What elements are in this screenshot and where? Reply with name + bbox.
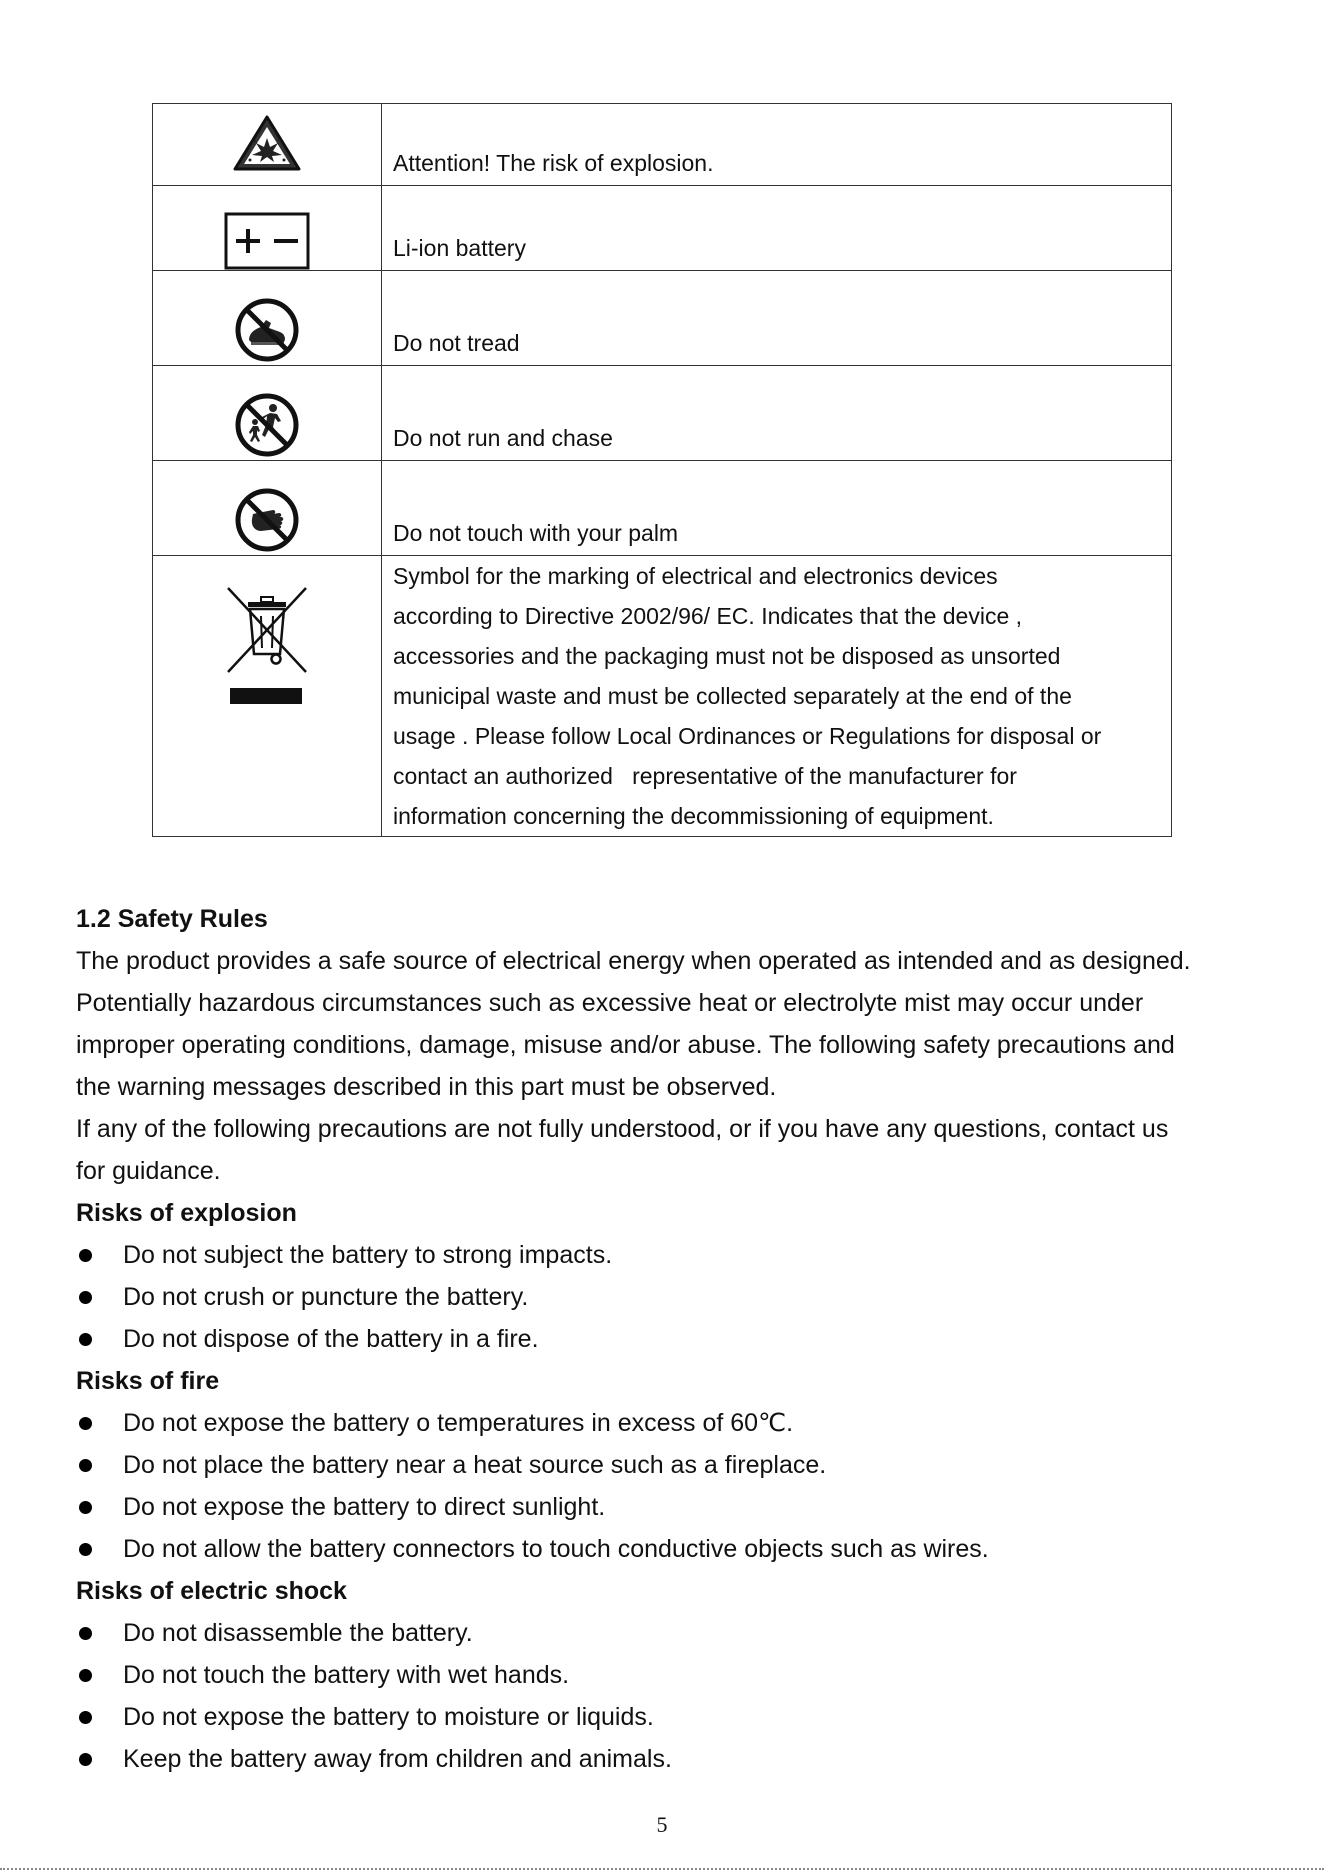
list-item-text: Do not expose the battery to direct sunlight. [123, 1493, 606, 1521]
list-item-text: Do not place the battery near a heat source such as a fireplace. [123, 1451, 827, 1479]
no-run-chase-icon [233, 391, 301, 459]
list-item-text: Do not crush or puncture the battery. [123, 1283, 529, 1311]
symbol-table [152, 103, 1172, 837]
weee-description-line: contact an authorized representative of the manufacturer for [393, 763, 1017, 789]
bullet-icon [79, 1417, 92, 1430]
page-number: 5 [656, 1812, 668, 1837]
intro-line: the warning messages described in this part must be observed. [76, 1073, 777, 1101]
no-tread-icon [233, 296, 301, 364]
weee-description-line: usage . Please follow Local Ordinances or Regulations for disposal or [393, 723, 1102, 749]
weee-description-line: accessories and the packaging must not be disposed as unsorted [393, 643, 1061, 669]
list-item [76, 1234, 1256, 1276]
list-item [76, 1276, 1256, 1318]
bullet-icon [79, 1753, 92, 1766]
bullet-icon [79, 1501, 92, 1514]
list-item [76, 1696, 1256, 1738]
symbol-icon-cell [153, 104, 382, 186]
list-item-text: Do not disassemble the battery. [123, 1619, 473, 1647]
fire-risk-list [76, 1402, 1256, 1570]
weee-crossed-bin-icon [224, 586, 310, 710]
guidance-line: If any of the following precautions are not fully understood, or if you have any questions, contact us [76, 1115, 1169, 1143]
bullet-icon [79, 1249, 92, 1262]
symbol-icon-cell [153, 186, 382, 271]
safety-rules-section [76, 898, 1256, 1780]
symbol-row [153, 104, 1172, 186]
electric-shock-risk-list [76, 1612, 1256, 1780]
bullet-icon [79, 1543, 92, 1556]
subsection-heading-electric-shock: Risks of electric shock [76, 1577, 347, 1605]
symbol-row [153, 366, 1172, 461]
symbol-row [153, 271, 1172, 366]
list-item-text: Do not expose the battery o temperatures in excess of 60℃. [123, 1409, 794, 1437]
list-item-text: Do not allow the battery connectors to touch conductive objects such as wires. [123, 1535, 989, 1563]
symbol-icon-cell [153, 271, 382, 366]
list-item [76, 1528, 1256, 1570]
subsection-heading-explosion: Risks of explosion [76, 1199, 297, 1227]
list-item-text: Do not touch the battery with wet hands. [123, 1661, 570, 1689]
symbol-icon-cell [153, 461, 382, 556]
list-item [76, 1486, 1256, 1528]
symbol-icon-cell [153, 366, 382, 461]
bullet-icon [79, 1333, 92, 1346]
weee-description-line: according to Directive 2002/96/ EC. Indicates that the device , [393, 603, 1023, 629]
intro-line: improper operating conditions, damage, misuse and/or abuse. The following safety precautions and [76, 1031, 1175, 1059]
list-item [76, 1738, 1256, 1780]
list-item-text: Do not expose the battery to moisture or liquids. [123, 1703, 654, 1731]
symbol-description: Do not run and chase [382, 366, 1172, 461]
explosion-risk-list [76, 1234, 1256, 1360]
symbol-description: Do not tread [382, 271, 1172, 366]
intro-line: Potentially hazardous circumstances such as excessive heat or electrolyte mist may occur under [76, 989, 1144, 1017]
weee-description-line: municipal waste and must be collected separately at the end of the [393, 683, 1072, 709]
bullet-icon [79, 1291, 92, 1304]
bullet-icon [79, 1711, 92, 1724]
list-item-text: Keep the battery away from children and animals. [123, 1745, 672, 1773]
symbol-row [153, 461, 1172, 556]
list-item [76, 1612, 1256, 1654]
symbol-row [153, 186, 1172, 271]
list-item [76, 1318, 1256, 1360]
list-item [76, 1402, 1256, 1444]
symbol-description: Attention! The risk of explosion. [382, 104, 1172, 186]
symbol-description: Li-ion battery [382, 186, 1172, 271]
page-edge-divider [0, 1868, 1324, 1870]
subsection-heading-fire: Risks of fire [76, 1367, 220, 1395]
list-item-text: Do not subject the battery to strong impacts. [123, 1241, 613, 1269]
weee-description-line: Symbol for the marking of electrical and electronics devices [393, 563, 998, 589]
symbol-icon-cell [153, 556, 382, 837]
symbol-row [153, 556, 1172, 837]
weee-description [382, 556, 1172, 837]
symbol-description: Do not touch with your palm [382, 461, 1172, 556]
list-item-text: Do not dispose of the battery in a fire. [123, 1325, 539, 1353]
list-item [76, 1444, 1256, 1486]
section-heading: 1.2 Safety Rules [76, 905, 268, 933]
weee-description-line: information concerning the decommissioning of equipment. [393, 803, 994, 829]
guidance-line: for guidance. [76, 1157, 221, 1185]
bullet-icon [79, 1459, 92, 1472]
no-touch-palm-icon [233, 486, 301, 554]
bullet-icon [79, 1627, 92, 1640]
list-item [76, 1654, 1256, 1696]
bullet-icon [79, 1669, 92, 1682]
intro-line: The product provides a safe source of electrical energy when operated as intended and as designed. [76, 947, 1191, 975]
li-ion-battery-icon [224, 212, 310, 270]
explosion-warning-icon [232, 114, 302, 172]
